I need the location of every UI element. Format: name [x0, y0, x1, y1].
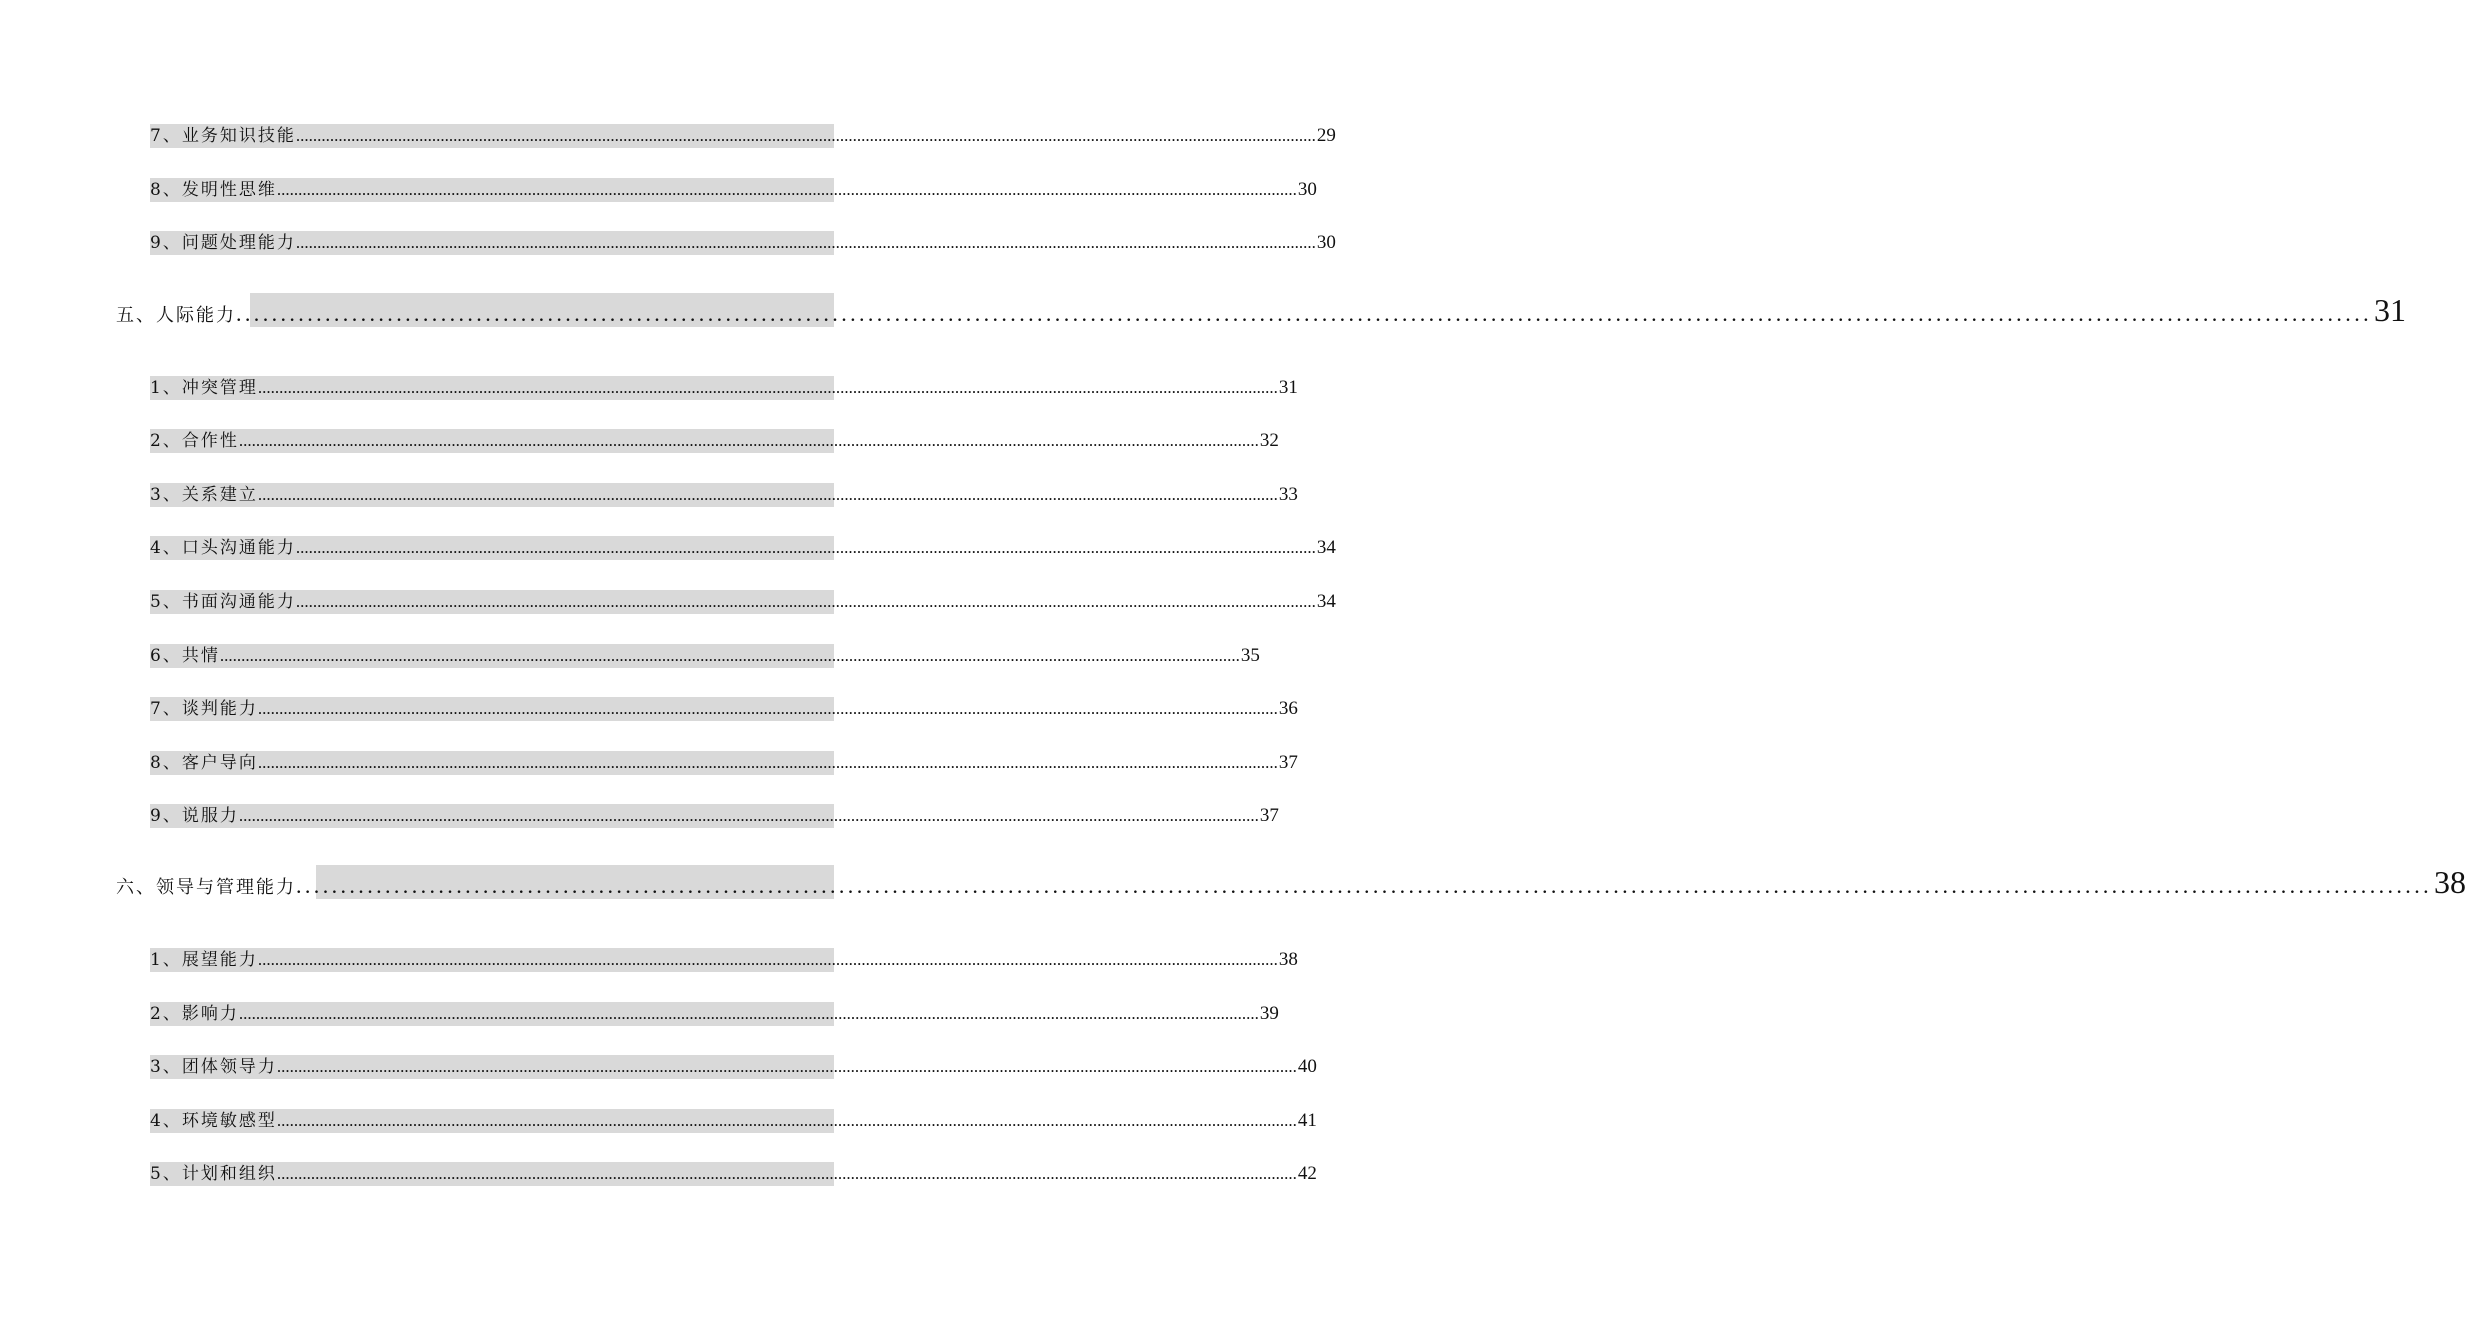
toc-entry-label: 1、展望能力	[150, 950, 258, 970]
toc-leader-dots: ................................................................................................................................................................................................................................................	[276, 1057, 1297, 1076]
toc-leader-dots: ................................................................................................................................................................................................................................................	[276, 1111, 1297, 1130]
toc-leader-dots: ................................................................................................................................................................................................................................................	[295, 538, 1316, 557]
toc-entry[interactable]	[150, 751, 1298, 775]
toc-section-heading[interactable]	[116, 292, 2406, 328]
toc-entry-label: 6、共情	[150, 646, 220, 666]
toc-section-heading[interactable]	[116, 864, 2466, 900]
toc-entry-label: 5、计划和组织	[150, 1164, 277, 1184]
toc-entry[interactable]	[150, 1162, 1317, 1186]
toc-entry-label: 8、发明性思维	[150, 180, 277, 200]
toc-entry[interactable]	[150, 483, 1298, 507]
toc-leader-dots: ................................................................................................................................................................................................................................................	[276, 180, 1297, 199]
toc-leader-dots: ................................................................................................................................................................................................................................................	[295, 126, 1316, 145]
toc-leader-dots: ................................................................................................................................................................................................................................................	[238, 1004, 1259, 1023]
toc-leader-dots: ................................................................................................................................................................................................................................................	[236, 301, 2372, 326]
toc-page-number: 38	[2434, 864, 2466, 900]
toc-entry[interactable]	[150, 1109, 1317, 1133]
toc-entry-label: 2、影响力	[150, 1004, 239, 1024]
toc-page-number: 41	[1297, 1110, 1317, 1131]
toc-leader-dots: ................................................................................................................................................................................................................................................	[257, 485, 1278, 504]
toc-entry[interactable]	[150, 697, 1298, 721]
toc-entry-label: 3、团体领导力	[150, 1057, 277, 1077]
toc-leader-dots: ................................................................................................................................................................................................................................................	[257, 699, 1278, 718]
toc-page-number: 37	[1259, 805, 1279, 826]
toc-entry[interactable]	[150, 590, 1336, 614]
toc-page-number: 39	[1259, 1003, 1279, 1024]
toc-page-number: 31	[1278, 377, 1298, 398]
toc-entry[interactable]	[150, 231, 1336, 255]
toc-entry-label: 8、客户导向	[150, 753, 258, 773]
toc-entry[interactable]	[150, 1002, 1279, 1026]
toc-entry-label: 9、说服力	[150, 806, 239, 826]
toc-entry[interactable]	[150, 376, 1298, 400]
toc-leader-dots: ................................................................................................................................................................................................................................................	[238, 806, 1259, 825]
toc-entry[interactable]	[150, 804, 1279, 828]
toc-entry-label: 1、冲突管理	[150, 378, 258, 398]
toc-entry-label: 3、关系建立	[150, 485, 258, 505]
toc-entry-label: 9、问题处理能力	[150, 233, 296, 253]
toc-page-number: 34	[1316, 537, 1336, 558]
toc-leader-dots: ................................................................................................................................................................................................................................................	[295, 592, 1316, 611]
toc-entry-label: 5、书面沟通能力	[150, 592, 296, 612]
toc-page-number: 29	[1316, 125, 1336, 146]
toc-section-label: 六、领导与管理能力	[116, 877, 296, 898]
toc-page-number: 42	[1297, 1163, 1317, 1184]
toc-page-number: 35	[1240, 645, 1260, 666]
toc-entry[interactable]	[150, 124, 1336, 148]
toc-entry[interactable]	[150, 644, 1260, 668]
toc-leader-dots: ................................................................................................................................................................................................................................................	[219, 646, 1240, 665]
toc-page-number: 33	[1278, 484, 1298, 505]
toc-entry-label: 7、谈判能力	[150, 699, 258, 719]
toc-entry[interactable]	[150, 178, 1317, 202]
toc-entry-label: 7、业务知识技能	[150, 126, 296, 146]
toc-leader-dots: ................................................................................................................................................................................................................................................	[257, 378, 1278, 397]
toc-entry[interactable]	[150, 1055, 1317, 1079]
toc-page-number: 36	[1278, 698, 1298, 719]
toc-entry[interactable]	[150, 429, 1279, 453]
toc-page-number: 38	[1278, 949, 1298, 970]
toc-entry-label: 4、环境敏感型	[150, 1111, 277, 1131]
toc-entry-label: 4、口头沟通能力	[150, 538, 296, 558]
toc-entry-label: 2、合作性	[150, 431, 239, 451]
toc-page-number: 30	[1297, 179, 1317, 200]
toc-leader-dots: ................................................................................................................................................................................................................................................	[257, 950, 1278, 969]
toc-page-number: 34	[1316, 591, 1336, 612]
toc-page-number: 32	[1259, 430, 1279, 451]
toc-leader-dots: ................................................................................................................................................................................................................................................	[276, 1164, 1297, 1183]
toc-entry[interactable]	[150, 948, 1298, 972]
toc-page-number: 30	[1316, 232, 1336, 253]
toc-page-number: 40	[1297, 1056, 1317, 1077]
toc-entry[interactable]	[150, 536, 1336, 560]
toc-leader-dots: ................................................................................................................................................................................................................................................	[257, 753, 1278, 772]
toc-leader-dots: ................................................................................................................................................................................................................................................	[295, 233, 1316, 252]
toc-page-number: 31	[2374, 292, 2406, 328]
toc-section-label: 五、人际能力	[116, 305, 236, 326]
toc-leader-dots: ................................................................................................................................................................................................................................................	[296, 873, 2432, 898]
toc-page-number: 37	[1278, 752, 1298, 773]
toc-leader-dots: ................................................................................................................................................................................................................................................	[238, 431, 1259, 450]
